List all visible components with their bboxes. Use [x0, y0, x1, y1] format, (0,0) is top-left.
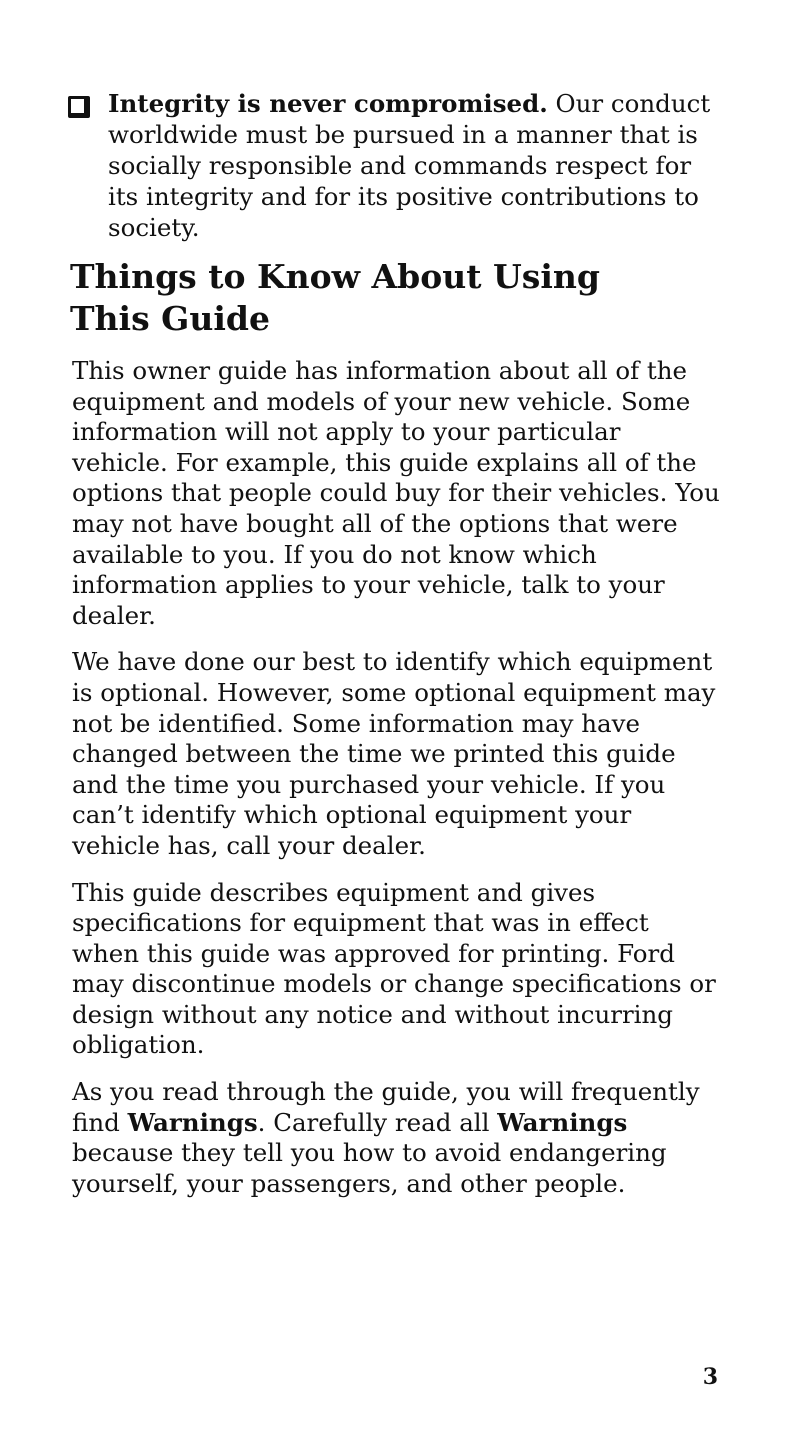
- integrity-bullet: [68, 88, 718, 243]
- section-heading: [70, 256, 710, 340]
- bullet-body: Our conduct worldwide must be pursued in a manner that is socially responsible and commands respect for its integrity and for its positive contributions to society.: [108, 89, 711, 242]
- bullet-text: [108, 88, 723, 243]
- warnings-text-2: . Carefully read all: [257, 1107, 498, 1137]
- paragraph-warnings: [72, 1077, 720, 1199]
- page-number: 3: [702, 1364, 718, 1390]
- checkbox-icon: [68, 96, 90, 118]
- warnings-text-3: because they tell you how to avoid endangering yourself, your passengers, and other people.: [72, 1138, 667, 1198]
- warnings-text-1: As you read through the guide, you will frequently find: [72, 1077, 700, 1137]
- paragraph-owner-guide: This owner guide has information about all of the equipment and models of your new vehicle. Some information will not apply to your particular vehicle. For example, this guide explains all of the options that people could buy for their vehicles. You may not have bought all of the options that were available to you. If you do not know which information applies to your vehicle, talk to your dealer.: [72, 356, 720, 630]
- paragraph-specifications: This guide describes equipment and gives specifications for equipment that was in effect when this guide was approved for printing. Ford may discontinue models or change specifications or design without any notice and without incurring obligation.: [72, 877, 716, 1060]
- heading-line-1: Things to Know About Using: [70, 257, 600, 296]
- heading-line-2: This Guide: [70, 299, 270, 338]
- warnings-bold-1: Warnings: [127, 1107, 258, 1137]
- bullet-lead: Integrity is never compromised.: [108, 89, 548, 118]
- paragraph-optional-equipment: We have done our best to identify which equipment is optional. However, some optional equipment may not be identified. Some information may have changed between the time we printed this guide and the time you purchased your vehicle. If you can’t identify which optional equipment your vehicle has, call your dealer.: [72, 647, 716, 860]
- warnings-bold-2: Warnings: [497, 1107, 628, 1137]
- body-text: [72, 356, 720, 1215]
